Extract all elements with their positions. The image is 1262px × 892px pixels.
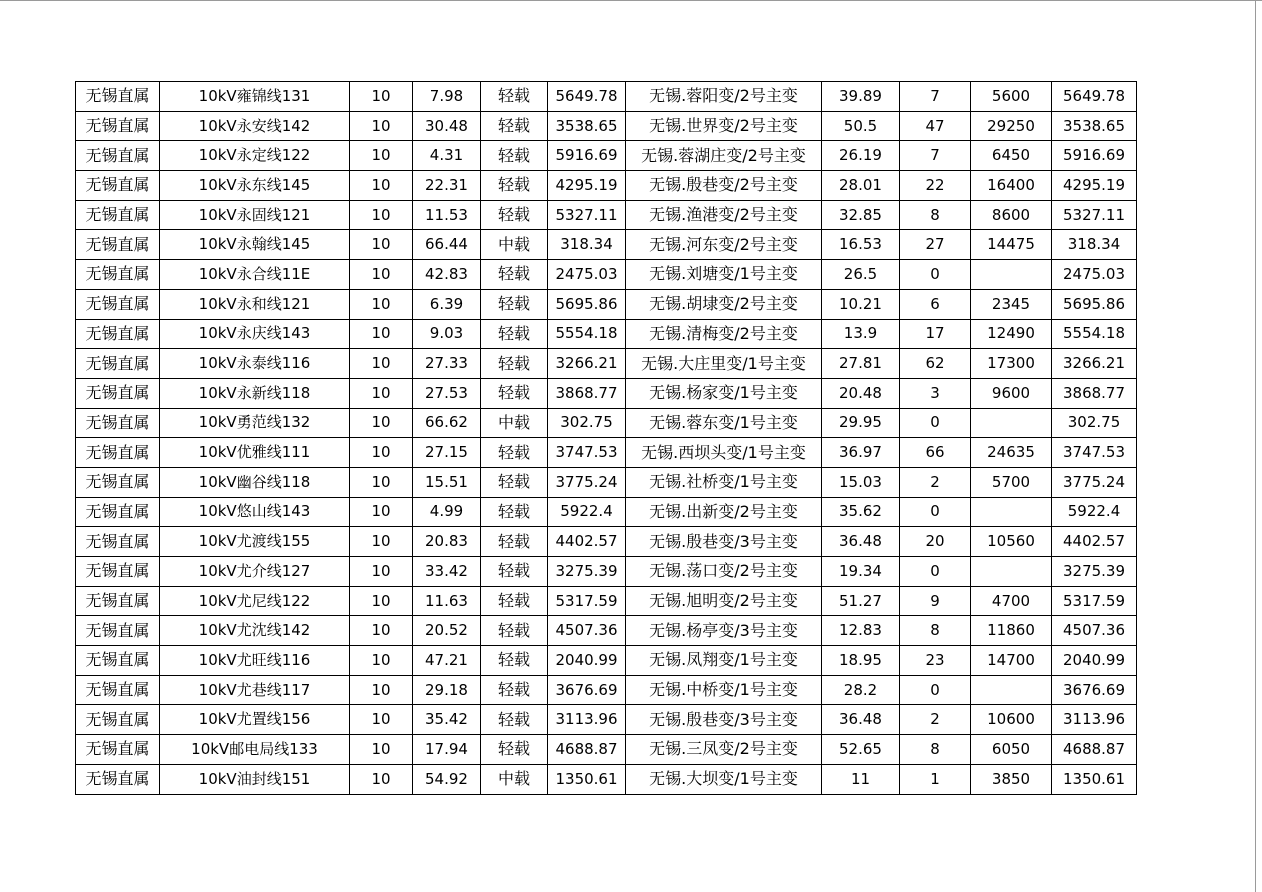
installed-capacity-cell: 24635 xyxy=(971,438,1052,468)
voltage-cell: 10 xyxy=(350,735,413,765)
transformer-cell: 无锡.蓉东变/1号主变 xyxy=(626,408,822,438)
load-rate-cell: 27.33 xyxy=(413,349,481,379)
voltage-cell: 10 xyxy=(350,467,413,497)
line-name-cell: 10kV永和线121 xyxy=(160,289,350,319)
line-name-cell: 10kV尤尼线122 xyxy=(160,586,350,616)
transformer-load-cell: 19.34 xyxy=(822,557,900,587)
count-cell: 3 xyxy=(900,378,971,408)
table-row xyxy=(76,408,1137,438)
voltage-cell: 10 xyxy=(350,408,413,438)
available-capacity-cell: 5554.18 xyxy=(1052,319,1137,349)
capacity-cell: 3868.77 xyxy=(548,378,626,408)
unit-cell: 无锡直属 xyxy=(76,646,160,676)
transformer-cell: 无锡.出新变/2号主变 xyxy=(626,497,822,527)
transformer-cell: 无锡.胡埭变/2号主变 xyxy=(626,289,822,319)
transformer-cell: 无锡.旭明变/2号主变 xyxy=(626,586,822,616)
available-capacity-cell: 3538.65 xyxy=(1052,111,1137,141)
load-status-cell: 轻载 xyxy=(481,289,548,319)
table-row xyxy=(76,527,1137,557)
transformer-cell: 无锡.刘塘变/1号主变 xyxy=(626,260,822,290)
line-name-cell: 10kV永固线121 xyxy=(160,200,350,230)
count-cell: 8 xyxy=(900,616,971,646)
load-rate-cell: 22.31 xyxy=(413,171,481,201)
load-status-cell: 中载 xyxy=(481,408,548,438)
line-name-cell: 10kV尤巷线117 xyxy=(160,675,350,705)
table-row xyxy=(76,467,1137,497)
transformer-load-cell: 52.65 xyxy=(822,735,900,765)
transformer-load-cell: 35.62 xyxy=(822,497,900,527)
load-status-cell: 轻载 xyxy=(481,646,548,676)
table-row xyxy=(76,200,1137,230)
table-row xyxy=(76,616,1137,646)
line-name-cell: 10kV永庆线143 xyxy=(160,319,350,349)
available-capacity-cell: 5327.11 xyxy=(1052,200,1137,230)
installed-capacity-cell: 10560 xyxy=(971,527,1052,557)
load-rate-cell: 66.62 xyxy=(413,408,481,438)
voltage-cell: 10 xyxy=(350,141,413,171)
installed-capacity-cell: 6450 xyxy=(971,141,1052,171)
load-status-cell: 轻载 xyxy=(481,705,548,735)
line-name-cell: 10kV尤介线127 xyxy=(160,557,350,587)
transformer-load-cell: 28.2 xyxy=(822,675,900,705)
capacity-cell: 4507.36 xyxy=(548,616,626,646)
installed-capacity-cell: 8600 xyxy=(971,200,1052,230)
load-status-cell: 轻载 xyxy=(481,82,548,112)
capacity-cell: 3676.69 xyxy=(548,675,626,705)
table-row xyxy=(76,349,1137,379)
load-rate-cell: 29.18 xyxy=(413,675,481,705)
installed-capacity-cell: 6050 xyxy=(971,735,1052,765)
transformer-cell: 无锡.大庄里变/1号主变 xyxy=(626,349,822,379)
load-rate-cell: 4.99 xyxy=(413,497,481,527)
installed-capacity-cell: 3850 xyxy=(971,764,1052,794)
available-capacity-cell: 3113.96 xyxy=(1052,705,1137,735)
count-cell: 0 xyxy=(900,260,971,290)
page-right-edge xyxy=(1255,0,1256,892)
unit-cell: 无锡直属 xyxy=(76,378,160,408)
transformer-cell: 无锡.世界变/2号主变 xyxy=(626,111,822,141)
available-capacity-cell: 2040.99 xyxy=(1052,646,1137,676)
transformer-load-cell: 27.81 xyxy=(822,349,900,379)
count-cell: 0 xyxy=(900,497,971,527)
voltage-cell: 10 xyxy=(350,764,413,794)
table-row xyxy=(76,289,1137,319)
load-rate-cell: 9.03 xyxy=(413,319,481,349)
load-status-cell: 轻载 xyxy=(481,111,548,141)
capacity-cell: 5327.11 xyxy=(548,200,626,230)
unit-cell: 无锡直属 xyxy=(76,616,160,646)
available-capacity-cell: 5922.4 xyxy=(1052,497,1137,527)
installed-capacity-cell: 10600 xyxy=(971,705,1052,735)
table-row xyxy=(76,764,1137,794)
installed-capacity-cell: 9600 xyxy=(971,378,1052,408)
available-capacity-cell: 4295.19 xyxy=(1052,171,1137,201)
load-rate-cell: 11.63 xyxy=(413,586,481,616)
unit-cell: 无锡直属 xyxy=(76,497,160,527)
capacity-cell: 5695.86 xyxy=(548,289,626,319)
count-cell: 7 xyxy=(900,141,971,171)
table-row xyxy=(76,319,1137,349)
load-status-cell: 轻载 xyxy=(481,527,548,557)
unit-cell: 无锡直属 xyxy=(76,200,160,230)
available-capacity-cell: 5649.78 xyxy=(1052,82,1137,112)
load-status-cell: 轻载 xyxy=(481,378,548,408)
table-body xyxy=(76,82,1137,795)
line-name-cell: 10kV雍锦线131 xyxy=(160,82,350,112)
table-row xyxy=(76,438,1137,468)
installed-capacity-cell: 14700 xyxy=(971,646,1052,676)
transformer-load-cell: 12.83 xyxy=(822,616,900,646)
voltage-cell: 10 xyxy=(350,319,413,349)
voltage-cell: 10 xyxy=(350,557,413,587)
load-status-cell: 轻载 xyxy=(481,735,548,765)
line-name-cell: 10kV邮电局线133 xyxy=(160,735,350,765)
installed-capacity-cell xyxy=(971,557,1052,587)
available-capacity-cell: 302.75 xyxy=(1052,408,1137,438)
unit-cell: 无锡直属 xyxy=(76,260,160,290)
installed-capacity-cell: 12490 xyxy=(971,319,1052,349)
transformer-load-cell: 51.27 xyxy=(822,586,900,616)
voltage-cell: 10 xyxy=(350,349,413,379)
count-cell: 20 xyxy=(900,527,971,557)
transformer-cell: 无锡.殷巷变/2号主变 xyxy=(626,171,822,201)
count-cell: 8 xyxy=(900,200,971,230)
voltage-cell: 10 xyxy=(350,289,413,319)
available-capacity-cell: 5695.86 xyxy=(1052,289,1137,319)
line-name-cell: 10kV尤旺线116 xyxy=(160,646,350,676)
voltage-cell: 10 xyxy=(350,616,413,646)
capacity-cell: 3113.96 xyxy=(548,705,626,735)
voltage-cell: 10 xyxy=(350,586,413,616)
capacity-cell: 3275.39 xyxy=(548,557,626,587)
line-name-cell: 10kV尤沈线142 xyxy=(160,616,350,646)
unit-cell: 无锡直属 xyxy=(76,408,160,438)
load-rate-cell: 42.83 xyxy=(413,260,481,290)
count-cell: 62 xyxy=(900,349,971,379)
table-row xyxy=(76,497,1137,527)
load-rate-cell: 20.52 xyxy=(413,616,481,646)
transformer-load-cell: 28.01 xyxy=(822,171,900,201)
table-row xyxy=(76,171,1137,201)
line-name-cell: 10kV永新线118 xyxy=(160,378,350,408)
line-name-cell: 10kV尤渡线155 xyxy=(160,527,350,557)
transformer-load-cell: 36.48 xyxy=(822,527,900,557)
line-name-cell: 10kV永安线142 xyxy=(160,111,350,141)
load-status-cell: 轻载 xyxy=(481,616,548,646)
capacity-cell: 5649.78 xyxy=(548,82,626,112)
unit-cell: 无锡直属 xyxy=(76,289,160,319)
count-cell: 22 xyxy=(900,171,971,201)
unit-cell: 无锡直属 xyxy=(76,319,160,349)
installed-capacity-cell: 17300 xyxy=(971,349,1052,379)
capacity-cell: 5554.18 xyxy=(548,319,626,349)
line-name-cell: 10kV永翰线145 xyxy=(160,230,350,260)
transformer-load-cell: 50.5 xyxy=(822,111,900,141)
transformer-cell: 无锡.杨家变/1号主变 xyxy=(626,378,822,408)
capacity-cell: 5916.69 xyxy=(548,141,626,171)
installed-capacity-cell: 11860 xyxy=(971,616,1052,646)
count-cell: 6 xyxy=(900,289,971,319)
transformer-load-cell: 16.53 xyxy=(822,230,900,260)
installed-capacity-cell: 2345 xyxy=(971,289,1052,319)
line-name-cell: 10kV永泰线116 xyxy=(160,349,350,379)
load-rate-cell: 54.92 xyxy=(413,764,481,794)
line-name-cell: 10kV永定线122 xyxy=(160,141,350,171)
line-name-cell: 10kV勇范线132 xyxy=(160,408,350,438)
available-capacity-cell: 3747.53 xyxy=(1052,438,1137,468)
voltage-cell: 10 xyxy=(350,675,413,705)
installed-capacity-cell xyxy=(971,408,1052,438)
capacity-cell: 3538.65 xyxy=(548,111,626,141)
available-capacity-cell: 3868.77 xyxy=(1052,378,1137,408)
transformer-cell: 无锡.凤翔变/1号主变 xyxy=(626,646,822,676)
installed-capacity-cell: 4700 xyxy=(971,586,1052,616)
voltage-cell: 10 xyxy=(350,646,413,676)
count-cell: 66 xyxy=(900,438,971,468)
load-rate-cell: 17.94 xyxy=(413,735,481,765)
transformer-cell: 无锡.蓉湖庄变/2号主变 xyxy=(626,141,822,171)
installed-capacity-cell xyxy=(971,497,1052,527)
unit-cell: 无锡直属 xyxy=(76,735,160,765)
load-status-cell: 轻载 xyxy=(481,319,548,349)
count-cell: 1 xyxy=(900,764,971,794)
table-row xyxy=(76,735,1137,765)
table-row xyxy=(76,586,1137,616)
load-status-cell: 轻载 xyxy=(481,557,548,587)
table-row xyxy=(76,141,1137,171)
unit-cell: 无锡直属 xyxy=(76,675,160,705)
installed-capacity-cell: 14475 xyxy=(971,230,1052,260)
capacity-cell: 318.34 xyxy=(548,230,626,260)
unit-cell: 无锡直属 xyxy=(76,764,160,794)
table-row xyxy=(76,705,1137,735)
transformer-cell: 无锡.渔港变/2号主变 xyxy=(626,200,822,230)
transformer-load-cell: 11 xyxy=(822,764,900,794)
capacity-cell: 3266.21 xyxy=(548,349,626,379)
table-row xyxy=(76,260,1137,290)
transformer-cell: 无锡.社桥变/1号主变 xyxy=(626,467,822,497)
transformer-cell: 无锡.清梅变/2号主变 xyxy=(626,319,822,349)
capacity-cell: 3747.53 xyxy=(548,438,626,468)
available-capacity-cell: 3275.39 xyxy=(1052,557,1137,587)
capacity-cell: 5922.4 xyxy=(548,497,626,527)
transformer-cell: 无锡.三凤变/2号主变 xyxy=(626,735,822,765)
available-capacity-cell: 4402.57 xyxy=(1052,527,1137,557)
installed-capacity-cell: 29250 xyxy=(971,111,1052,141)
transformer-cell: 无锡.蓉阳变/2号主变 xyxy=(626,82,822,112)
capacity-cell: 4402.57 xyxy=(548,527,626,557)
load-status-cell: 轻载 xyxy=(481,260,548,290)
available-capacity-cell: 3266.21 xyxy=(1052,349,1137,379)
voltage-cell: 10 xyxy=(350,171,413,201)
transformer-load-cell: 10.21 xyxy=(822,289,900,319)
available-capacity-cell: 5317.59 xyxy=(1052,586,1137,616)
load-status-cell: 轻载 xyxy=(481,586,548,616)
available-capacity-cell: 3676.69 xyxy=(1052,675,1137,705)
available-capacity-cell: 5916.69 xyxy=(1052,141,1137,171)
line-name-cell: 10kV永合线11E xyxy=(160,260,350,290)
table-row xyxy=(76,82,1137,112)
line-name-cell: 10kV尤置线156 xyxy=(160,705,350,735)
unit-cell: 无锡直属 xyxy=(76,349,160,379)
load-rate-cell: 27.15 xyxy=(413,438,481,468)
unit-cell: 无锡直属 xyxy=(76,111,160,141)
capacity-cell: 5317.59 xyxy=(548,586,626,616)
voltage-cell: 10 xyxy=(350,497,413,527)
count-cell: 9 xyxy=(900,586,971,616)
transformer-cell: 无锡.中桥变/1号主变 xyxy=(626,675,822,705)
transformer-load-cell: 15.03 xyxy=(822,467,900,497)
capacity-cell: 2040.99 xyxy=(548,646,626,676)
page-top-edge xyxy=(0,0,1262,1)
load-status-cell: 轻载 xyxy=(481,497,548,527)
line-name-cell: 10kV油封线151 xyxy=(160,764,350,794)
load-status-cell: 轻载 xyxy=(481,141,548,171)
count-cell: 17 xyxy=(900,319,971,349)
transformer-load-cell: 18.95 xyxy=(822,646,900,676)
load-status-cell: 轻载 xyxy=(481,675,548,705)
load-rate-cell: 35.42 xyxy=(413,705,481,735)
transformer-load-cell: 26.19 xyxy=(822,141,900,171)
count-cell: 0 xyxy=(900,408,971,438)
count-cell: 23 xyxy=(900,646,971,676)
voltage-cell: 10 xyxy=(350,200,413,230)
table-row xyxy=(76,378,1137,408)
voltage-cell: 10 xyxy=(350,438,413,468)
table-row xyxy=(76,646,1137,676)
load-status-cell: 轻载 xyxy=(481,171,548,201)
load-rate-cell: 66.44 xyxy=(413,230,481,260)
table-row xyxy=(76,557,1137,587)
capacity-cell: 4295.19 xyxy=(548,171,626,201)
load-rate-cell: 33.42 xyxy=(413,557,481,587)
unit-cell: 无锡直属 xyxy=(76,82,160,112)
load-rate-cell: 27.53 xyxy=(413,378,481,408)
capacity-cell: 1350.61 xyxy=(548,764,626,794)
count-cell: 8 xyxy=(900,735,971,765)
transformer-load-cell: 32.85 xyxy=(822,200,900,230)
transformer-load-cell: 26.5 xyxy=(822,260,900,290)
load-status-cell: 轻载 xyxy=(481,200,548,230)
unit-cell: 无锡直属 xyxy=(76,141,160,171)
available-capacity-cell: 4688.87 xyxy=(1052,735,1137,765)
transformer-cell: 无锡.西坝头变/1号主变 xyxy=(626,438,822,468)
transformer-cell: 无锡.殷巷变/3号主变 xyxy=(626,705,822,735)
capacity-cell: 2475.03 xyxy=(548,260,626,290)
count-cell: 2 xyxy=(900,705,971,735)
installed-capacity-cell xyxy=(971,260,1052,290)
unit-cell: 无锡直属 xyxy=(76,438,160,468)
load-status-cell: 中载 xyxy=(481,764,548,794)
count-cell: 2 xyxy=(900,467,971,497)
load-rate-cell: 6.39 xyxy=(413,289,481,319)
voltage-cell: 10 xyxy=(350,230,413,260)
load-rate-cell: 30.48 xyxy=(413,111,481,141)
table-row xyxy=(76,111,1137,141)
transformer-load-cell: 39.89 xyxy=(822,82,900,112)
installed-capacity-cell: 5700 xyxy=(971,467,1052,497)
voltage-cell: 10 xyxy=(350,111,413,141)
installed-capacity-cell: 16400 xyxy=(971,171,1052,201)
line-name-cell: 10kV优雅线111 xyxy=(160,438,350,468)
available-capacity-cell: 4507.36 xyxy=(1052,616,1137,646)
transformer-cell: 无锡.杨亭变/3号主变 xyxy=(626,616,822,646)
transformer-cell: 无锡.荡口变/2号主变 xyxy=(626,557,822,587)
line-name-cell: 10kV幽谷线118 xyxy=(160,467,350,497)
unit-cell: 无锡直属 xyxy=(76,230,160,260)
unit-cell: 无锡直属 xyxy=(76,705,160,735)
transformer-cell: 无锡.河东变/2号主变 xyxy=(626,230,822,260)
unit-cell: 无锡直属 xyxy=(76,171,160,201)
table-row xyxy=(76,675,1137,705)
line-name-cell: 10kV悠山线143 xyxy=(160,497,350,527)
available-capacity-cell: 318.34 xyxy=(1052,230,1137,260)
unit-cell: 无锡直属 xyxy=(76,467,160,497)
count-cell: 0 xyxy=(900,557,971,587)
voltage-cell: 10 xyxy=(350,82,413,112)
load-status-cell: 轻载 xyxy=(481,467,548,497)
available-capacity-cell: 3775.24 xyxy=(1052,467,1137,497)
installed-capacity-cell: 5600 xyxy=(971,82,1052,112)
capacity-cell: 3775.24 xyxy=(548,467,626,497)
transformer-load-cell: 20.48 xyxy=(822,378,900,408)
count-cell: 0 xyxy=(900,675,971,705)
unit-cell: 无锡直属 xyxy=(76,557,160,587)
capacity-cell: 302.75 xyxy=(548,408,626,438)
installed-capacity-cell xyxy=(971,675,1052,705)
load-rate-cell: 4.31 xyxy=(413,141,481,171)
load-status-cell: 轻载 xyxy=(481,438,548,468)
load-rate-cell: 20.83 xyxy=(413,527,481,557)
load-rate-cell: 15.51 xyxy=(413,467,481,497)
transformer-cell: 无锡.殷巷变/3号主变 xyxy=(626,527,822,557)
count-cell: 47 xyxy=(900,111,971,141)
load-status-cell: 中载 xyxy=(481,230,548,260)
load-rate-cell: 11.53 xyxy=(413,200,481,230)
transformer-load-cell: 13.9 xyxy=(822,319,900,349)
unit-cell: 无锡直属 xyxy=(76,586,160,616)
transformer-load-cell: 36.97 xyxy=(822,438,900,468)
capacity-cell: 4688.87 xyxy=(548,735,626,765)
unit-cell: 无锡直属 xyxy=(76,527,160,557)
data-table xyxy=(75,81,1137,795)
voltage-cell: 10 xyxy=(350,260,413,290)
transformer-load-cell: 36.48 xyxy=(822,705,900,735)
load-rate-cell: 7.98 xyxy=(413,82,481,112)
count-cell: 7 xyxy=(900,82,971,112)
count-cell: 27 xyxy=(900,230,971,260)
voltage-cell: 10 xyxy=(350,527,413,557)
load-rate-cell: 47.21 xyxy=(413,646,481,676)
available-capacity-cell: 2475.03 xyxy=(1052,260,1137,290)
transformer-load-cell: 29.95 xyxy=(822,408,900,438)
load-status-cell: 轻载 xyxy=(481,349,548,379)
voltage-cell: 10 xyxy=(350,705,413,735)
table-row xyxy=(76,230,1137,260)
voltage-cell: 10 xyxy=(350,378,413,408)
available-capacity-cell: 1350.61 xyxy=(1052,764,1137,794)
transformer-cell: 无锡.大坝变/1号主变 xyxy=(626,764,822,794)
line-name-cell: 10kV永东线145 xyxy=(160,171,350,201)
